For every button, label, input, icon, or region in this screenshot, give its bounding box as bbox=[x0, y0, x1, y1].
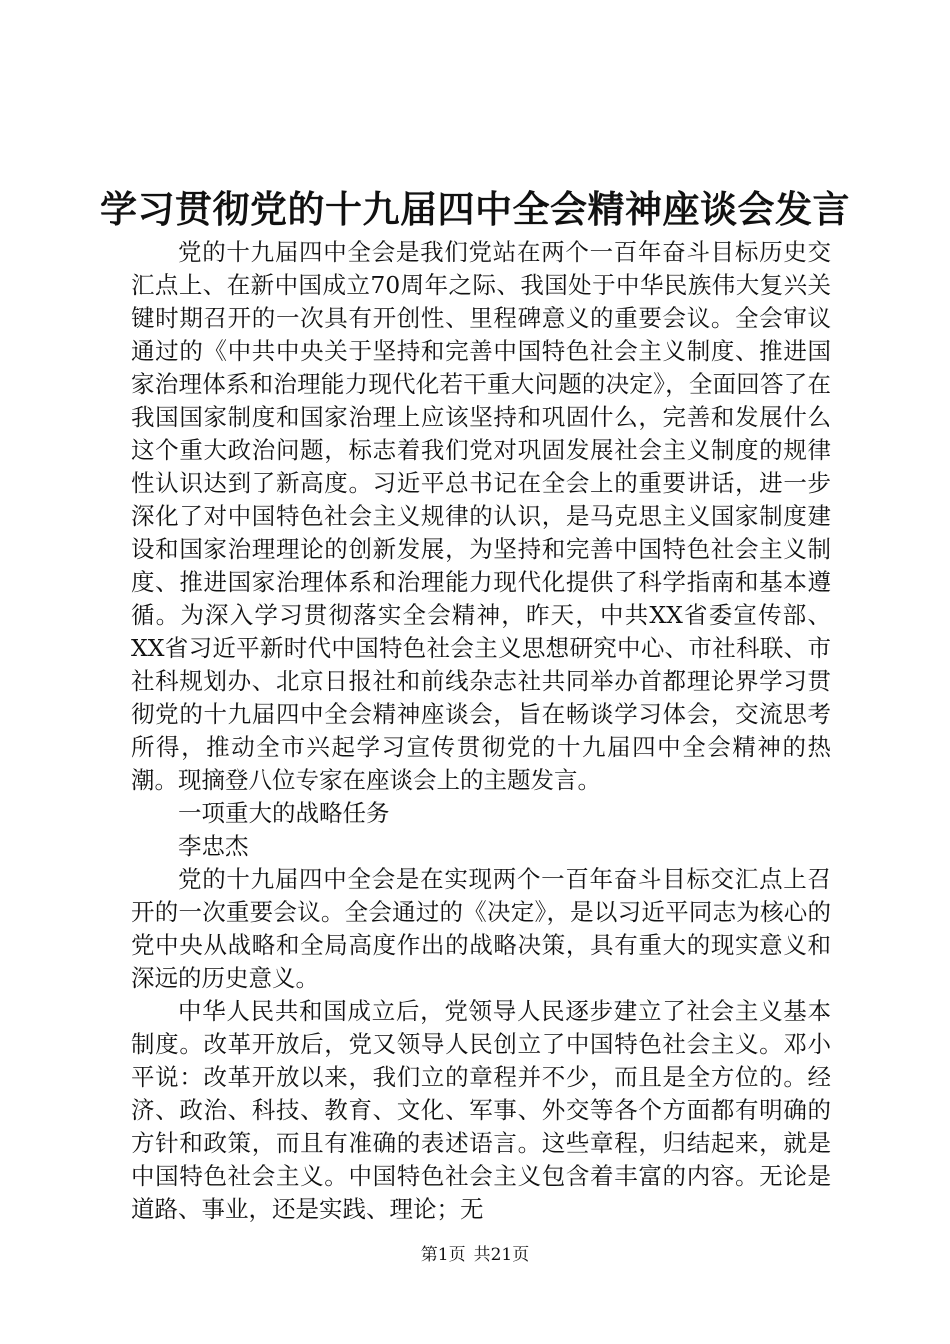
author-name: 李忠杰 bbox=[178, 832, 249, 860]
page-footer bbox=[0, 1243, 950, 1267]
section-heading: 一项重大的战略任务 bbox=[178, 799, 390, 827]
page-total: 共21页 bbox=[473, 1245, 530, 1265]
intro-paragraph: 党的十九届四中全会是我们党站在两个一百年奋斗目标历史交汇点上、在新中国成立70周年之际、我国处于中华民族伟大复兴关键时期召开的一次具有开创性、里程碑意义的重要会议。全会审议通过的《中共中央关于坚持和完善中国特色社会主义制度、推进国家治理体系和治理能力现代化若干重大问题的决定》，全面回答了在我国国家制度和国家治理上应该坚持和巩固什么，完善和发展什么这个重大政治问题，标志着我们党对巩固发展社会主义制度的规律性认识达到了新高度。习近平总书记在全会上的重要讲话，进一步深化了对中国特色社会主义规律的认识，是马克思主义国家制度建设和国家治理理论的创新发展，为坚持和完善中国特色社会主义制度、推进国家治理体系和治理能力现代化提供了科学指南和基本遵循。为深入学习贯彻落实全会精神，昨天，中共XX省委宣传部、XX省习近平新时代中国特色社会主义思想研究中心、市社科联、市社科规划办、北京日报社和前线杂志社共同举办首都理论界学习贯彻党的十九届四中全会精神座谈会，旨在畅谈学习体会，交流思考所得，推动全市兴起学习宣传贯彻党的十九届四中全会精神的热潮。现摘登八位专家在座谈会上的主题发言。 bbox=[131, 238, 831, 794]
page-number: 第1页 bbox=[420, 1245, 466, 1265]
body-paragraph: 中华人民共和国成立后，党领导人民逐步建立了社会主义基本制度。改革开放后，党又领导人民创立了中国特色社会主义。邓小平说：改革开放以来，我们立的章程并不少，而且是全方位的。经济、政治、科技、教育、文化、军事、外交等各个方面都有明确的方针和政策，而且有准确的表述语言。这些章程，归结起来，就是中国特色社会主义。中国特色社会主义包含着丰富的内容。无论是道路、事业，还是实践、理论；无 bbox=[131, 997, 831, 1223]
body-paragraph: 党的十九届四中全会是在实现两个一百年奋斗目标交汇点上召开的一次重要会议。全会通过的《决定》，是以习近平同志为核心的党中央从战略和全局高度作出的战略决策，具有重大的现实意义和深远的历史意义。 bbox=[131, 865, 831, 992]
document-title: 学习贯彻党的十九届四中全会精神座谈会发言 bbox=[100, 187, 850, 231]
document-body bbox=[131, 236, 831, 1226]
